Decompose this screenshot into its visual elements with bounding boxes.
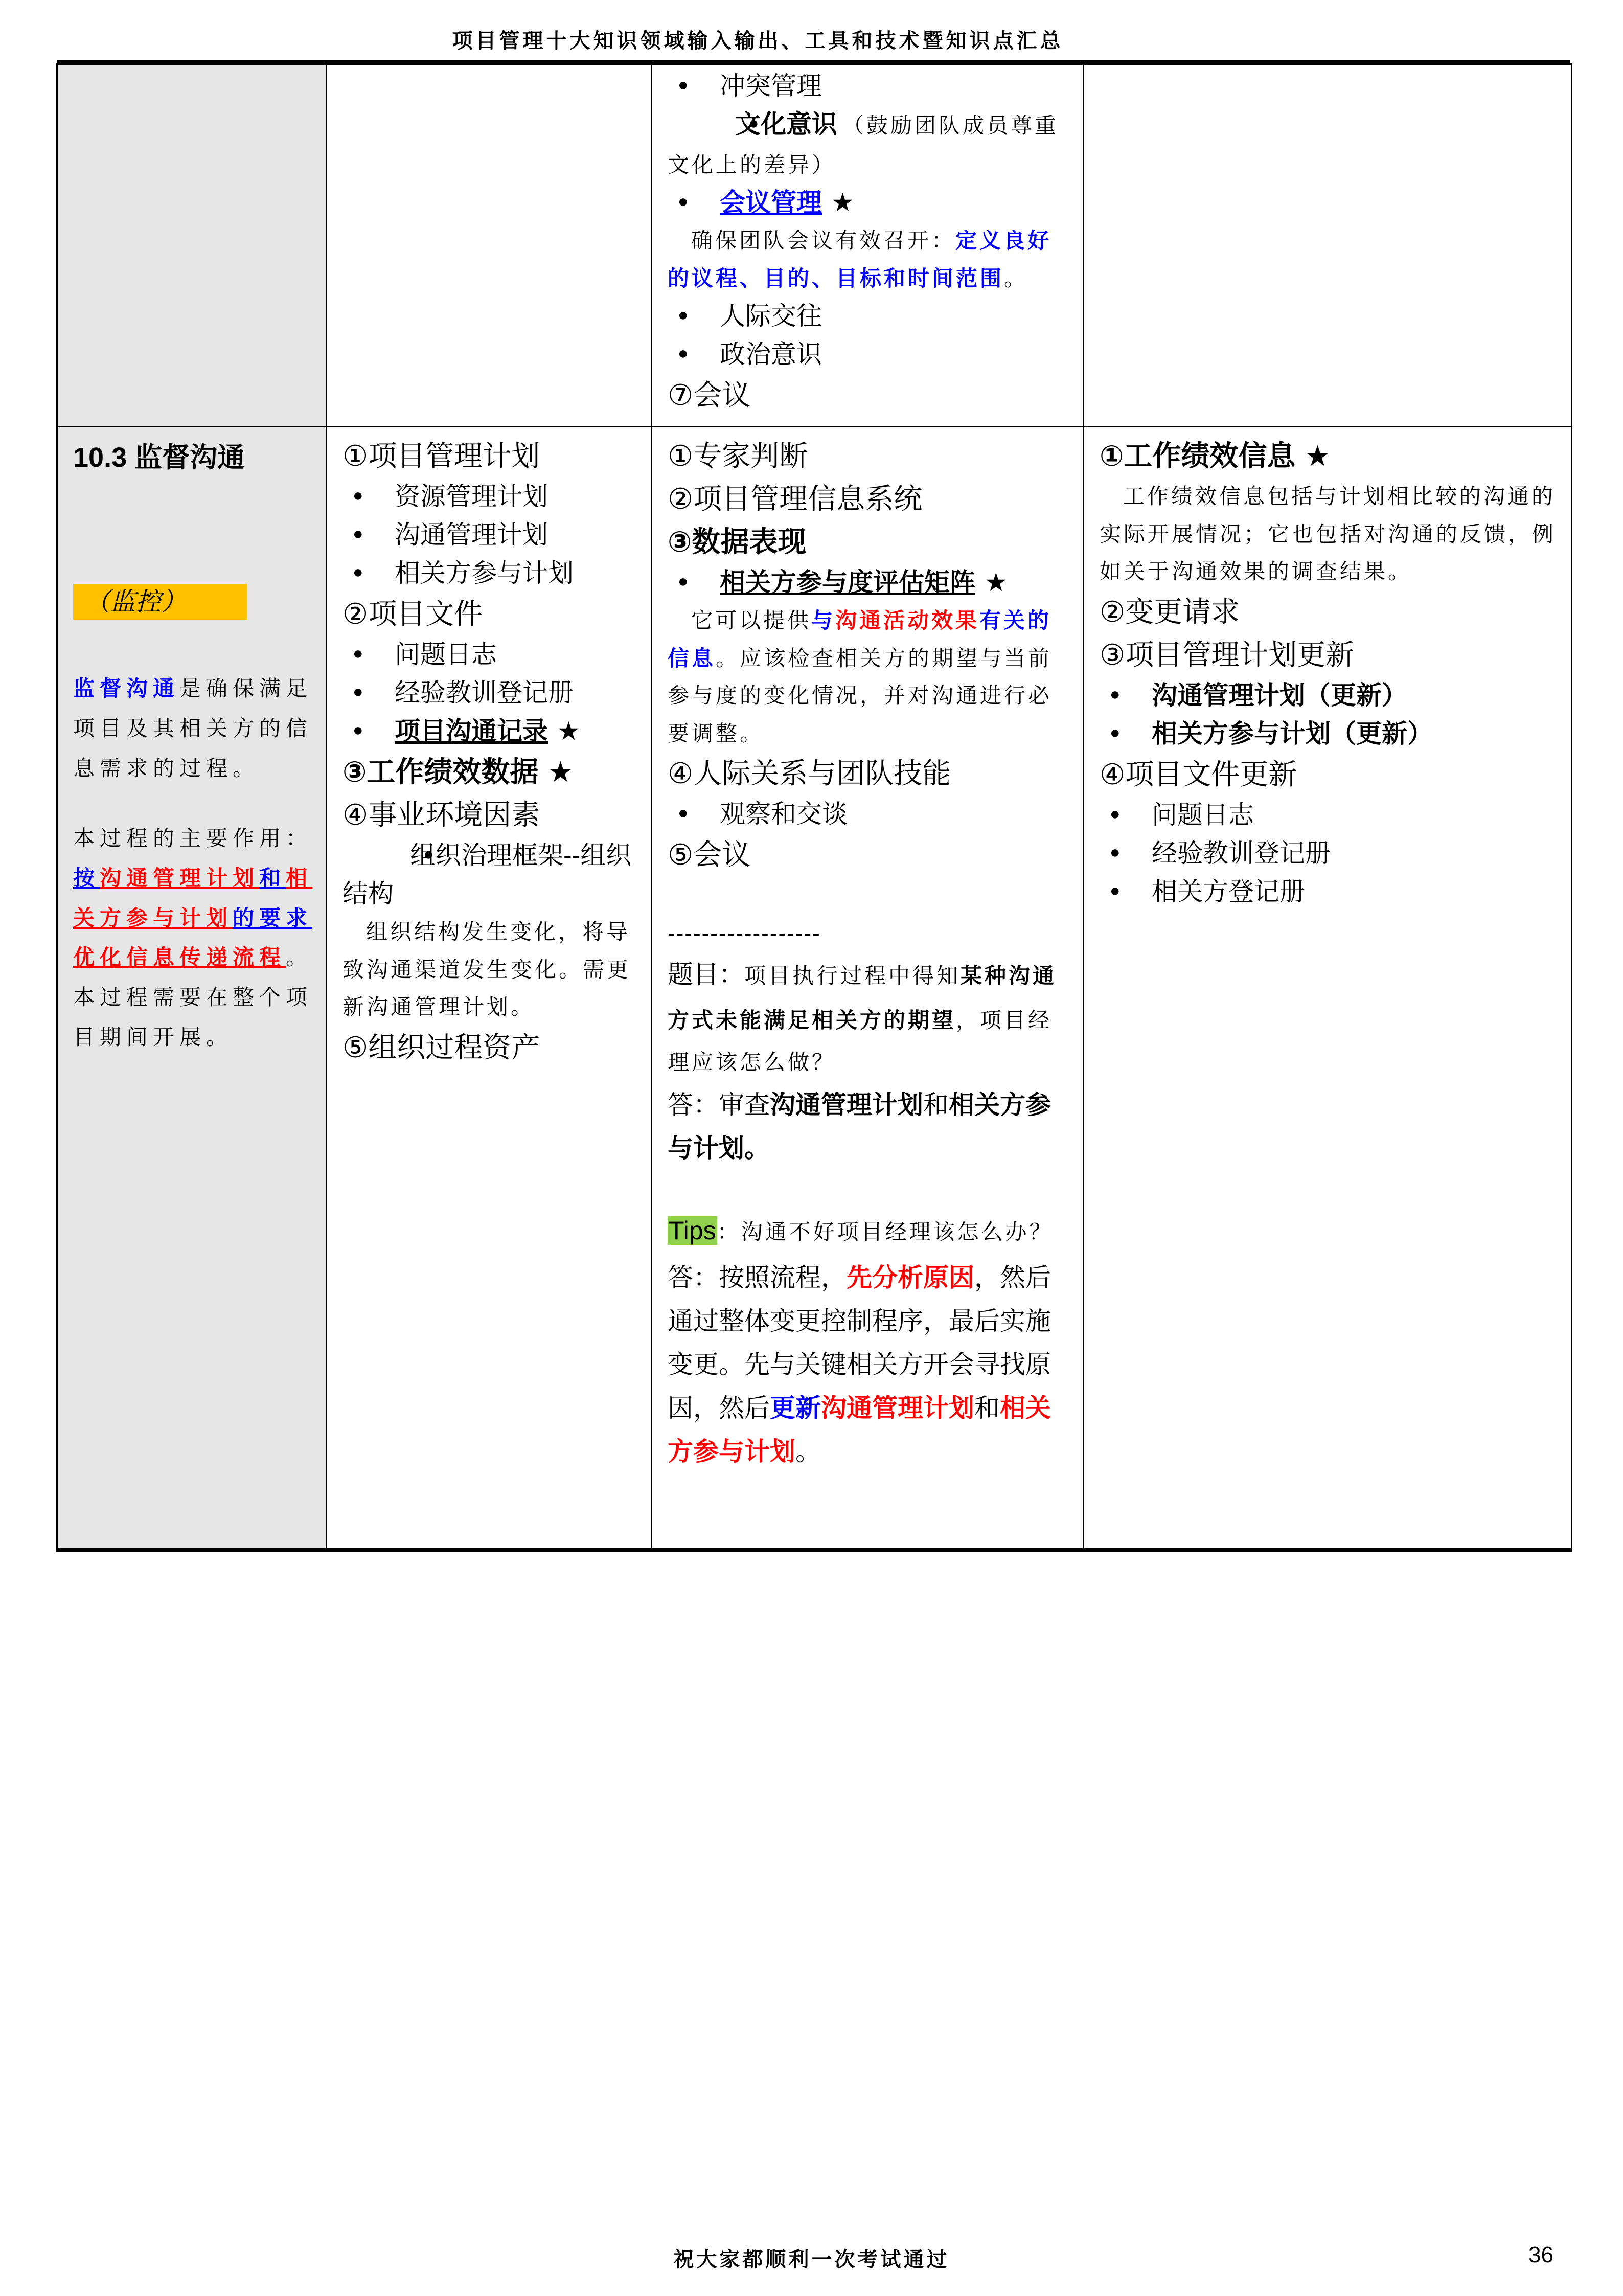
- list-item: ● 问题日志: [342, 635, 638, 674]
- list-item: ● 相关方登记册: [1100, 873, 1559, 911]
- star-icon: ★: [831, 188, 854, 217]
- cell-tools: [652, 427, 1084, 1551]
- process-role: 本过程的主要作用： 按沟通管理计划和相关方参与计划的要求优化信息传递流程。本过程需要在整个项目期间开展。: [73, 826, 313, 1050]
- list-item: ● 资源管理计划: [342, 478, 638, 516]
- tool-item: ②项目管理信息系统: [668, 483, 923, 515]
- tool-item: ③数据表现: [668, 526, 807, 558]
- list-item: ● 人际交往: [668, 297, 1070, 335]
- list-item: ● 观察和交谈: [668, 795, 1070, 833]
- list-item: ● 文化意识 （鼓励团队成员尊重文化上的差异）: [668, 105, 1070, 184]
- list-item: ● 项目沟通记录 ★: [342, 712, 638, 751]
- cell-outputs-prev: [1084, 64, 1572, 427]
- tool-item: ④人际关系与团队技能: [668, 757, 951, 789]
- output-item: ④项目文件更新: [1100, 758, 1297, 790]
- cell-outputs: [1084, 427, 1572, 1551]
- note-text: 组织结构发生变化，将导致沟通渠道发生变化。需更新沟通管理计划。: [342, 919, 631, 1019]
- star-icon: ★: [1305, 440, 1331, 472]
- cell-process-prev: [57, 64, 327, 427]
- tool-item: ①专家判断: [668, 440, 808, 472]
- star-icon: ★: [547, 756, 574, 788]
- divider: ------------------: [668, 921, 821, 946]
- cell-inputs-prev: [327, 64, 652, 427]
- table-row-previous: [57, 64, 1572, 427]
- page-header: 项目管理十大知识领域输入输出、工具和技术暨知识点汇总: [452, 29, 1064, 53]
- table-row-monitor-communications: [57, 427, 1572, 1551]
- exam-answer: 答：审查沟通管理计划和相关方参与计划。: [668, 1090, 1051, 1163]
- output-item: ②变更请求: [1100, 595, 1240, 628]
- input-item: ②项目文件: [342, 598, 483, 630]
- list-item: ● 经验教训登记册: [342, 674, 638, 712]
- list-item: ● 沟通管理计划（更新）: [1100, 676, 1559, 715]
- list-item: ● 相关方参与度评估矩阵 ★: [668, 563, 1070, 602]
- list-item: ● 问题日志: [1100, 796, 1559, 834]
- star-icon: ★: [985, 568, 1008, 597]
- input-item: ①项目管理计划: [342, 440, 540, 472]
- input-item: ③工作绩效数据 ★: [342, 756, 574, 788]
- page-number: 36: [1528, 2242, 1553, 2267]
- input-item: ④事业环境因素: [342, 799, 540, 831]
- exam-question: 题目：项目执行过程中得知某种沟通方式未能满足相关方的期望，项目经理应该怎么做？: [668, 960, 1057, 1075]
- process-title: 10.3 监督沟通: [73, 442, 245, 473]
- note-text: 工作绩效信息包括与计划相比较的沟通的实际开展情况；它也包括对沟通的反馈，例如关于沟通效果的调查结果。: [1100, 484, 1557, 584]
- input-item: ⑤组织过程资产: [342, 1031, 540, 1063]
- list-item: ● 相关方参与计划（更新）: [1100, 715, 1559, 753]
- list-item: ● 政治意识: [668, 335, 1070, 374]
- footer-slogan: 祝大家都顺利一次考试通过: [673, 2247, 950, 2271]
- star-icon: ★: [557, 717, 580, 745]
- output-item: ③项目管理计划更新: [1100, 638, 1355, 671]
- note-text: 它可以提供与沟通活动效果有关的信息。应该检查相关方的期望与当前参与度的变化情况，并对沟通进行必要调整。: [668, 608, 1053, 746]
- list-item: ● 冲突管理: [668, 67, 1070, 105]
- cell-process: [57, 427, 327, 1551]
- output-item: ①工作绩效信息 ★: [1100, 440, 1331, 472]
- knowledge-table: [56, 63, 1572, 1552]
- cell-inputs: [327, 427, 652, 1551]
- process-definition: 监督沟通是确保满足项目及其相关方的信息需求的过程。: [73, 676, 313, 781]
- note-text: 确保团队会议有效召开：定义良好的议程、目的、目标和时间范围。: [668, 228, 1052, 291]
- list-item: ● 沟通管理计划: [342, 516, 638, 554]
- cell-tools-prev: [652, 64, 1084, 427]
- tool-item: ⑤会议: [668, 838, 751, 871]
- process-group-tag: （监控）: [73, 584, 247, 620]
- list-item: ● 组织治理框架--组织结构: [342, 836, 638, 913]
- tips-answer: 答：按照流程，先分析原因，然后通过整体变更控制程序，最后实施变更。先与关键相关方开会寻找原因，然后更新沟通管理计划和相关方参与计划。: [668, 1263, 1051, 1466]
- list-item: ● 相关方参与计划: [342, 554, 638, 593]
- tips-question: Tips：沟通不好项目经理该怎么办？: [669, 1216, 1054, 1245]
- tips-badge: Tips: [669, 1216, 716, 1245]
- tool-item: ⑦会议: [668, 379, 751, 411]
- list-item: ● 经验教训登记册: [1100, 834, 1559, 873]
- list-item: ● 会议管理 ★: [668, 184, 1070, 222]
